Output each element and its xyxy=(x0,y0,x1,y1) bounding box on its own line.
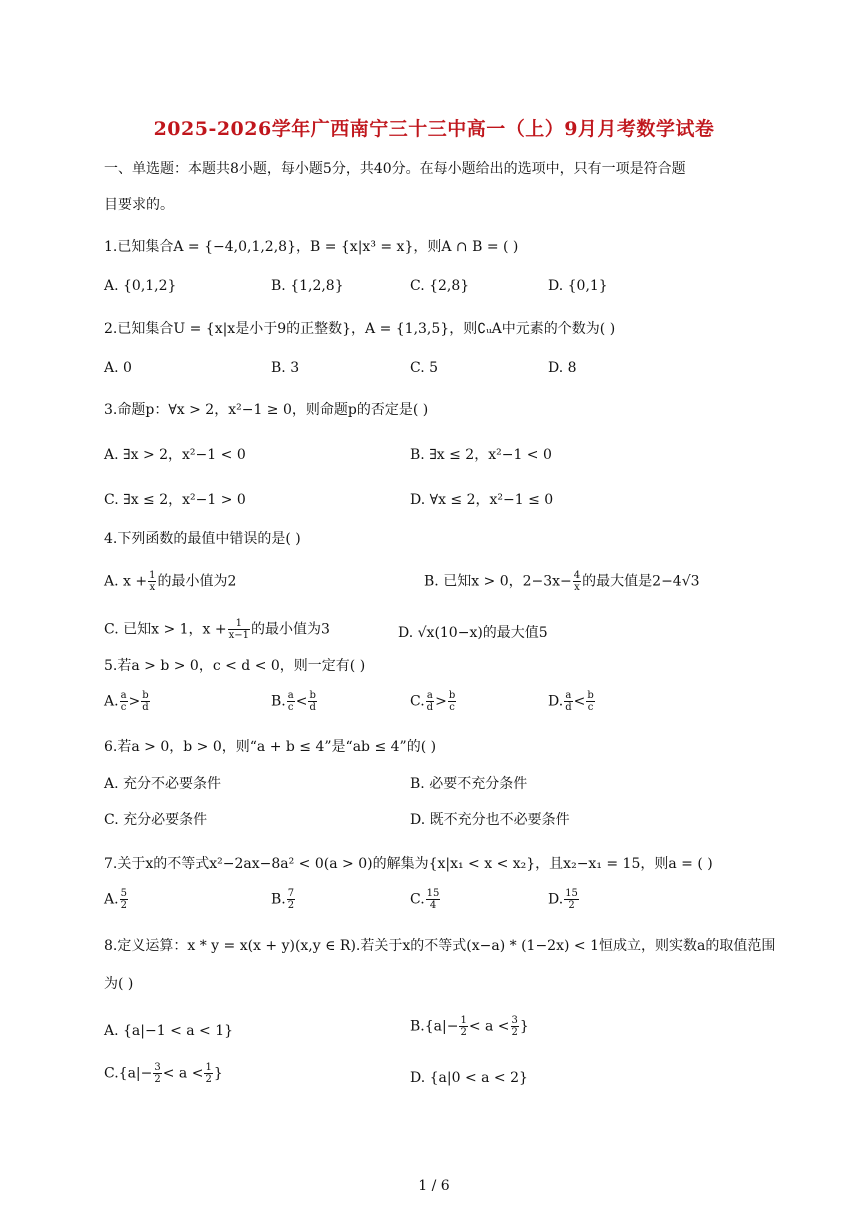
q8-stem-line1: 8.定义运算：x * y = x(x + y)(x,y ∈ R).若关于x的不等式(x−a) * (1−2x) < 1恒成立，则实数a的取值范围 xyxy=(104,938,776,954)
q8-option-a: A. {a|−1 < a < 1} xyxy=(104,1023,234,1039)
q1-option-d: D. {0,1} xyxy=(548,278,608,294)
page-number: 1 / 6 xyxy=(418,1178,450,1194)
q2-option-c: C. 5 xyxy=(410,360,439,376)
q7-option-d: D. $\frac{15}{2}$ xyxy=(548,888,578,911)
q1-option-c: C. {2,8} xyxy=(410,278,470,294)
q2-option-a: A. 0 xyxy=(104,360,132,376)
q8-option-b: B.{a|− $\frac{1}{2}$ < a < $\frac{3}{2}$ } xyxy=(410,1015,529,1038)
q5-option-d: D. $\frac{a}{d}$ < $\frac{b}{c}$ xyxy=(548,690,594,713)
q8-option-d: D. {a|0 < a < 2} xyxy=(410,1070,528,1086)
section-header-line2: 目要求的。 xyxy=(104,197,174,213)
q4-option-a: A. x + $\frac{1}{x}$ 的最小值为2 xyxy=(104,570,237,593)
q6-option-a: A. 充分不必要条件 xyxy=(104,776,222,792)
q3-option-a: A. ∃x > 2，x²−1 < 0 xyxy=(104,447,246,463)
q2-option-d: D. 8 xyxy=(548,360,577,376)
q2-stem: 2.已知集合U = {x|x是小于9的正整数}，A = {1,3,5}，则∁ᵤA中元素的个数为( ) xyxy=(104,321,616,337)
fraction: $\frac{1}{x}$ xyxy=(149,570,156,593)
fraction: $\frac{1}{x-1}$ xyxy=(228,618,250,641)
q5-option-c: C. $\frac{a}{d}$ > $\frac{b}{c}$ xyxy=(410,690,456,713)
q1-option-a: A. {0,1,2} xyxy=(104,278,177,294)
q7-option-c: C. $\frac{15}{4}$ xyxy=(410,888,440,911)
section-header-line1: 一、单选题：本题共8小题，每小题5分，共40分。在每小题给出的选项中，只有一项是符合题 xyxy=(104,161,686,177)
q3-stem: 3.命题p：∀x > 2，x²−1 ≥ 0，则命题p的否定是( ) xyxy=(104,402,429,418)
q3-option-d: D. ∀x ≤ 2，x²−1 ≤ 0 xyxy=(410,492,554,508)
q8-stem-line2: 为( ) xyxy=(104,976,134,992)
q4-option-d: D. √x(10−x)的最大值5 xyxy=(398,625,548,641)
q1-option-b: B. {1,2,8} xyxy=(271,278,344,294)
fraction: $\frac{4}{x}$ xyxy=(573,570,581,593)
q6-option-b: B. 必要不充分条件 xyxy=(410,776,528,792)
q7-option-a: A. $\frac{5}{2}$ xyxy=(104,888,127,911)
q1-stem: 1.已知集合A = {−4,0,1,2,8}，B = {x|x³ = x}，则A ∩ B = ( ) xyxy=(104,239,519,255)
q4-option-c: C. 已知x > 1，x + $\frac{1}{x-1}$ 的最小值为3 xyxy=(104,618,330,641)
q3-option-c: C. ∃x ≤ 2，x²−1 > 0 xyxy=(104,492,246,508)
q7-stem: 7.关于x的不等式x²−2ax−8a² < 0(a > 0)的解集为{x|x₁ < x < x₂}，且x₂−x₁ = 15，则a = ( ) xyxy=(104,856,713,872)
q6-option-d: D. 既不充分也不必要条件 xyxy=(410,812,570,828)
q3-option-b: B. ∃x ≤ 2，x²−1 < 0 xyxy=(410,447,552,463)
page-title: 2025-2026学年广西南宁三十三中高一（上）9月月考数学试卷 xyxy=(153,118,715,140)
q5-option-a: A. $\frac{a}{c}$ > $\frac{b}{d}$ xyxy=(104,690,149,713)
q5-option-b: B. $\frac{a}{c}$ < $\frac{b}{d}$ xyxy=(271,690,316,713)
q2-option-b: B. 3 xyxy=(271,360,300,376)
q8-option-c: C.{a|− $\frac{3}{2}$ < a < $\frac{1}{2}$ } xyxy=(104,1062,223,1085)
q6-option-c: C. 充分必要条件 xyxy=(104,812,208,828)
q5-stem: 5.若a > b > 0，c < d < 0，则一定有( ) xyxy=(104,658,366,674)
q6-stem: 6.若a > 0，b > 0，则“a + b ≤ 4”是“ab ≤ 4”的( ) xyxy=(104,739,437,755)
q7-option-b: B. $\frac{7}{2}$ xyxy=(271,888,295,911)
q4-stem: 4.下列函数的最值中错误的是( ) xyxy=(104,531,301,547)
q4-option-b: B. 已知x > 0，2−3x− $\frac{4}{x}$ 的最大值是2−4√3 xyxy=(424,570,700,593)
